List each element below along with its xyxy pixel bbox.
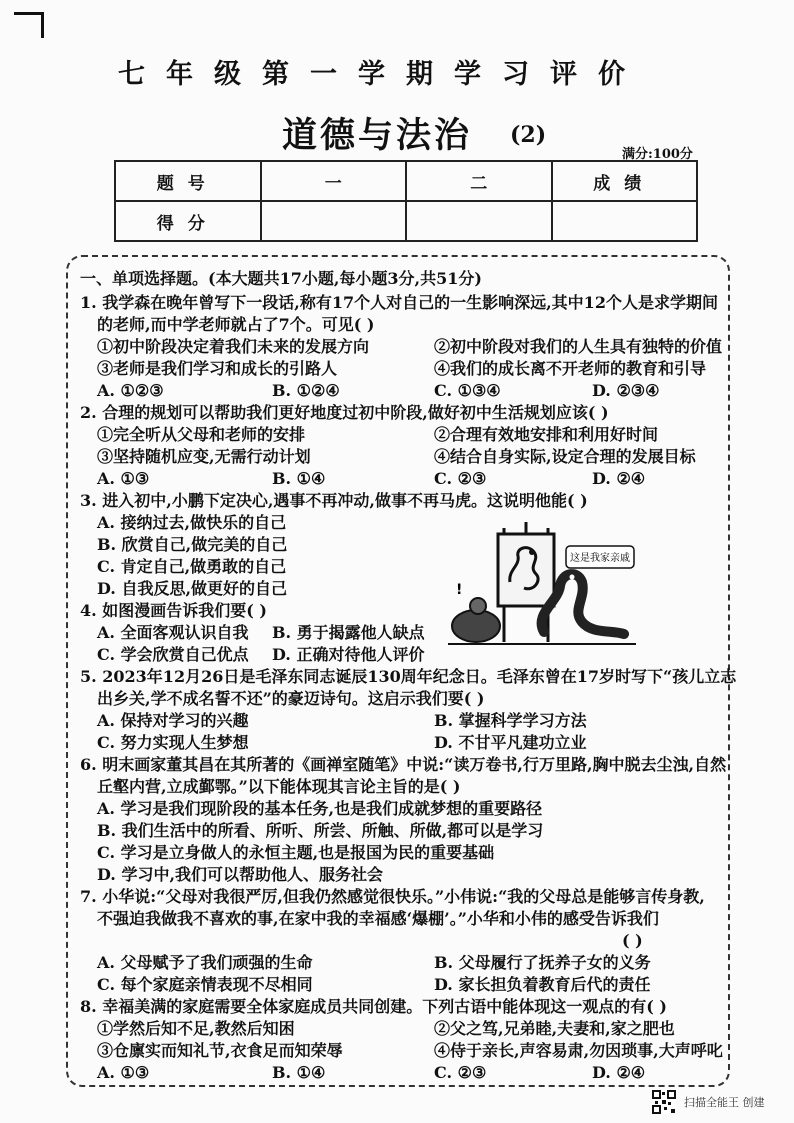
question-2-option-d[interactable]: D. ②④ bbox=[592, 469, 646, 488]
question-1-statement: ②初中阶段对我们的人生具有独特的价值 bbox=[434, 337, 723, 356]
question-3-stem: 3. 进入初中,小鹏下定决心,遇事不再冲动,做事不再马虎。这说明他能( ) bbox=[80, 491, 588, 510]
question-8-stem: 8. 幸福美满的家庭需要全体家庭成员共同创建。下列古语中能体现这一观点的有( ) bbox=[80, 997, 667, 1016]
question-5-option-a[interactable]: A. 保持对学习的兴趣 bbox=[97, 711, 249, 730]
question-3-option-d[interactable]: D. 自我反思,做更好的自己 bbox=[97, 579, 288, 598]
question-5-stem: 出乡关,学不成名誓不还”的豪迈诗句。这启示我们要( ) bbox=[97, 689, 485, 708]
question-6-stem: 6. 明末画家董其昌在其所著的《画禅室随笔》中说:“读万卷书,行万里路,胸中脱去尘浊,自然 bbox=[80, 755, 727, 774]
question-7-option-c[interactable]: C. 每个家庭亲情表现不尽相同 bbox=[97, 975, 313, 994]
score-input-part1[interactable] bbox=[261, 201, 407, 241]
question-3-option-a[interactable]: A. 接纳过去,做快乐的自己 bbox=[97, 513, 287, 532]
question-4-option-a[interactable]: A. 全面客观认识自我 bbox=[97, 623, 249, 642]
question-8-statement: ②父之笃,兄弟睦,夫妻和,家之肥也 bbox=[434, 1019, 675, 1038]
question-2-statement: ①完全听从父母和老师的安排 bbox=[97, 425, 306, 444]
score-input-part2[interactable] bbox=[406, 201, 552, 241]
question-7-answer-blank[interactable]: ( ) bbox=[622, 931, 643, 950]
question-4-option-c[interactable]: C. 学会欣赏自己优点 bbox=[97, 645, 249, 664]
question-6-option-a[interactable]: A. 学习是我们现阶段的基本任务,也是我们成就梦想的重要路径 bbox=[97, 799, 543, 818]
question-5-stem: 5. 2023年12月26日是毛泽东同志诞辰130周年纪念日。毛泽东曾在17岁时写下“孩儿立志 bbox=[80, 667, 737, 686]
cartoon-illustration bbox=[448, 522, 636, 650]
score-table-score-row bbox=[115, 201, 697, 241]
question-1-option-b[interactable]: B. ①②④ bbox=[272, 381, 340, 400]
question-1-statement: ①初中阶段决定着我们未来的发展方向 bbox=[97, 337, 370, 356]
score-cell-part1: 一 bbox=[261, 161, 407, 201]
question-8-option-d[interactable]: D. ②④ bbox=[592, 1063, 646, 1082]
question-2-statement: ④结合自身实际,设定合理的发展目标 bbox=[434, 447, 696, 466]
score-table bbox=[114, 160, 698, 242]
question-1-stem: 的老师,而中学老师就占了7个。可见( ) bbox=[97, 315, 375, 334]
question-1-option-d[interactable]: D. ②③④ bbox=[592, 381, 660, 400]
question-4-stem: 4. 如图漫画告诉我们要( ) bbox=[80, 601, 267, 620]
question-8-statement: ④侍于亲长,声容易肃,勿因琐事,大声呼叱 bbox=[434, 1041, 723, 1060]
creature-body bbox=[452, 610, 500, 642]
question-2-option-c[interactable]: C. ②③ bbox=[434, 469, 487, 488]
surprise-mark: ! bbox=[456, 582, 463, 598]
question-4-option-d[interactable]: D. 正确对待他人评价 bbox=[272, 645, 425, 664]
snake-eye bbox=[570, 575, 575, 580]
canvas-frame bbox=[498, 534, 554, 606]
question-2-option-b[interactable]: B. ①④ bbox=[272, 469, 326, 488]
question-5-option-c[interactable]: C. 努力实现人生梦想 bbox=[97, 733, 249, 752]
question-8-statement: ③仓廪实而知礼节,衣食足而知荣辱 bbox=[97, 1041, 343, 1060]
score-input-total[interactable] bbox=[552, 201, 698, 241]
grade-title: 七年级第一学期学习评价 bbox=[118, 59, 646, 90]
question-8-option-c[interactable]: C. ②③ bbox=[434, 1063, 487, 1082]
speech-bubble-text: 这是我家亲戚 bbox=[570, 553, 630, 564]
qr-code-icon bbox=[652, 1090, 676, 1114]
dragon-eye bbox=[529, 549, 535, 555]
question-7-option-a[interactable]: A. 父母赋予了我们顽强的生命 bbox=[97, 953, 313, 972]
corner-mark bbox=[14, 12, 44, 38]
question-2-option-a[interactable]: A. ①③ bbox=[97, 469, 150, 488]
question-1-option-c[interactable]: C. ①③④ bbox=[434, 381, 501, 400]
question-2-statement: ②合理有效地安排和利用好时间 bbox=[434, 425, 659, 444]
question-1-statement: ④我们的成长离不开老师的教育和引导 bbox=[434, 359, 707, 378]
question-7-option-d[interactable]: D. 家长担负着教育后代的责任 bbox=[434, 975, 651, 994]
creature-head bbox=[470, 598, 486, 614]
score-cell-total: 成绩 bbox=[552, 161, 698, 201]
subject-suffix: (2) bbox=[510, 122, 547, 148]
question-7-stem: 7. 小华说:“父母对我很严厉,但我仍然感觉很快乐。”小伟说:“我的父母总是能够言传身教, bbox=[80, 887, 705, 906]
question-6-stem: 丘壑内营,立成鄞鄂。”以下能体现其言论主旨的是( ) bbox=[97, 777, 461, 796]
question-2-stem: 2. 合理的规划可以帮助我们更好地度过初中阶段,做好初中生活规划应该( ) bbox=[80, 403, 609, 422]
score-table-header-row bbox=[115, 161, 697, 201]
question-6-option-c[interactable]: C. 学习是立身做人的永恒主题,也是报国为民的重要基础 bbox=[97, 843, 495, 862]
question-8-option-b[interactable]: B. ①④ bbox=[272, 1063, 326, 1082]
score-cell-label: 得分 bbox=[115, 201, 261, 241]
question-3-option-b[interactable]: B. 欣赏自己,做完美的自己 bbox=[97, 535, 288, 554]
question-8-statement: ①学然后知不足,教然后知困 bbox=[97, 1019, 295, 1038]
score-cell-part2: 二 bbox=[406, 161, 552, 201]
question-1-option-a[interactable]: A. ①②③ bbox=[97, 381, 164, 400]
question-1-stem: 1. 我学森在晚年曾写下一段话,称有17个人对自己的一生影响深远,其中12个人是求学期间 bbox=[80, 293, 718, 312]
score-cell-label: 题号 bbox=[115, 161, 261, 201]
question-7-option-b[interactable]: B. 父母履行了抚养子女的义务 bbox=[434, 953, 651, 972]
question-5-option-b[interactable]: B. 掌握科学学习方法 bbox=[434, 711, 587, 730]
question-6-option-b[interactable]: B. 我们生活中的所看、所听、所尝、所触、所做,都可以是学习 bbox=[97, 821, 544, 840]
question-6-option-d[interactable]: D. 学习中,我们可以帮助他人、服务社会 bbox=[97, 865, 384, 884]
scanner-watermark bbox=[652, 1090, 782, 1116]
question-3-option-c[interactable]: C. 肯定自己,做勇敢的自己 bbox=[97, 557, 287, 576]
scanner-watermark-text: 扫描全能王 创建 bbox=[684, 1096, 765, 1109]
question-2-statement: ③坚持随机应变,无需行动计划 bbox=[97, 447, 311, 466]
full-score: 满分:100分 bbox=[622, 147, 693, 162]
question-5-option-d[interactable]: D. 不甘平凡建功立业 bbox=[434, 733, 587, 752]
subject-title: 道德与法治 bbox=[282, 115, 473, 156]
question-4-option-b[interactable]: B. 勇于揭露他人缺点 bbox=[272, 623, 425, 642]
question-7-stem: 不强迫我做我不喜欢的事,在家中我的幸福感‘爆棚’。”小华和小伟的感受告诉我们 bbox=[97, 909, 659, 928]
section-heading: 一、单项选择题。(本大题共17小题,每小题3分,共51分) bbox=[80, 269, 482, 288]
question-8-option-a[interactable]: A. ①③ bbox=[97, 1063, 150, 1082]
question-1-statement: ③老师是我们学习和成长的引路人 bbox=[97, 359, 338, 378]
